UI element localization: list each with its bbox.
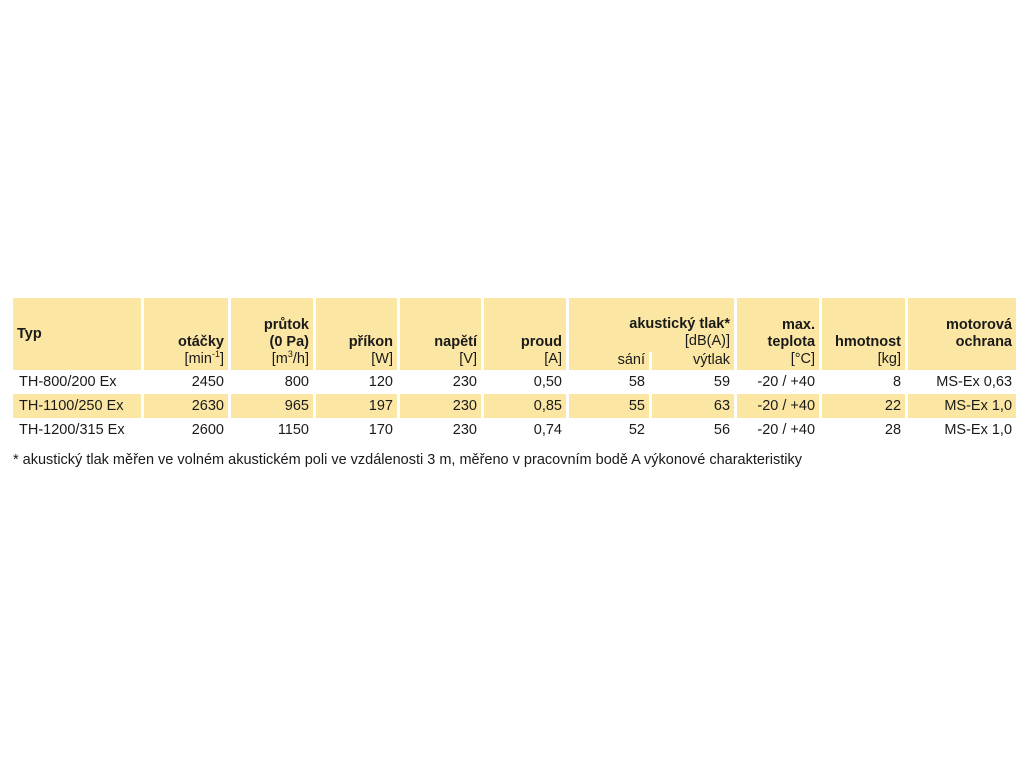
cell-sani: 58 <box>628 374 645 390</box>
cell-napeti: 230 <box>452 422 477 438</box>
header-ochrana: motorová ochrana <box>908 298 1016 370</box>
header-vytlak: výtlak <box>652 352 734 370</box>
cell-hmotnost: 22 <box>822 394 905 418</box>
cell-vytlak: 63 <box>652 394 734 418</box>
footnote: * akustický tlak měřen ve volném akustickém poli ve vzdálenosti 3 m, měřeno v pracovním bodě A výkonové charakteristiky <box>13 452 802 468</box>
header-sani: sání <box>569 352 649 370</box>
cell-ochrana: MS-Ex 0,63 <box>936 374 1013 390</box>
cell-ochrana: MS-Ex 1,0 <box>944 422 1013 438</box>
header-prutok: průtok (0 Pa) $[m^3/h]$ <box>231 298 313 370</box>
cell-napeti: 230 <box>452 374 477 390</box>
header-typ: Typ <box>13 298 141 370</box>
header-prikon: příkon [W] <box>316 298 397 370</box>
cell-hmotnost: 8 <box>892 374 902 390</box>
table-row <box>13 394 1016 418</box>
header-teplota: max. teplota [°C] <box>737 298 819 370</box>
cell-hmotnost: 28 <box>884 422 902 438</box>
cell-proud: 0,50 <box>533 374 562 390</box>
cell-teplota: -20 / +40 <box>737 394 819 418</box>
spec-table-container <box>13 298 1011 442</box>
cell-vytlak: 59 <box>713 374 731 390</box>
cell-ochrana: MS-Ex 1,0 <box>908 394 1016 418</box>
cell-typ: TH-800/200 Ex <box>19 374 117 390</box>
cell-teplota: -20 / +40 <box>757 422 816 438</box>
spec-table <box>10 298 1019 442</box>
header-otacky: otáčky $[\min^{-1}]$ <box>144 298 228 370</box>
cell-teplota: -20 / +40 <box>757 374 816 390</box>
cell-prutok: 965 <box>231 394 313 418</box>
header-akusticky-tlak: akustický tlak* [dB(A)] <box>569 298 734 352</box>
cell-prikon: 170 <box>368 422 393 438</box>
cell-otacky: 2630 <box>144 394 228 418</box>
table-row <box>13 370 1016 394</box>
cell-prutok: 800 <box>284 374 309 390</box>
header-napeti: napětí [V] <box>400 298 481 370</box>
cell-prikon: 120 <box>368 374 393 390</box>
cell-typ: TH-1200/315 Ex <box>19 422 125 438</box>
table-row <box>13 418 1016 442</box>
cell-prutok: 1150 <box>277 422 309 438</box>
cell-proud: 0,85 <box>484 394 566 418</box>
header-proud: proud [A] <box>484 298 566 370</box>
cell-typ: TH-1100/250 Ex <box>13 394 141 418</box>
cell-napeti: 230 <box>400 394 481 418</box>
cell-sani: 52 <box>628 422 645 438</box>
cell-otacky: 2600 <box>191 422 224 438</box>
cell-proud: 0,74 <box>533 422 562 438</box>
cell-sani: 55 <box>569 394 649 418</box>
cell-vytlak: 56 <box>713 422 731 438</box>
cell-otacky: 2450 <box>191 374 224 390</box>
header-hmotnost: hmotnost [kg] <box>822 298 905 370</box>
cell-prikon: 197 <box>316 394 397 418</box>
